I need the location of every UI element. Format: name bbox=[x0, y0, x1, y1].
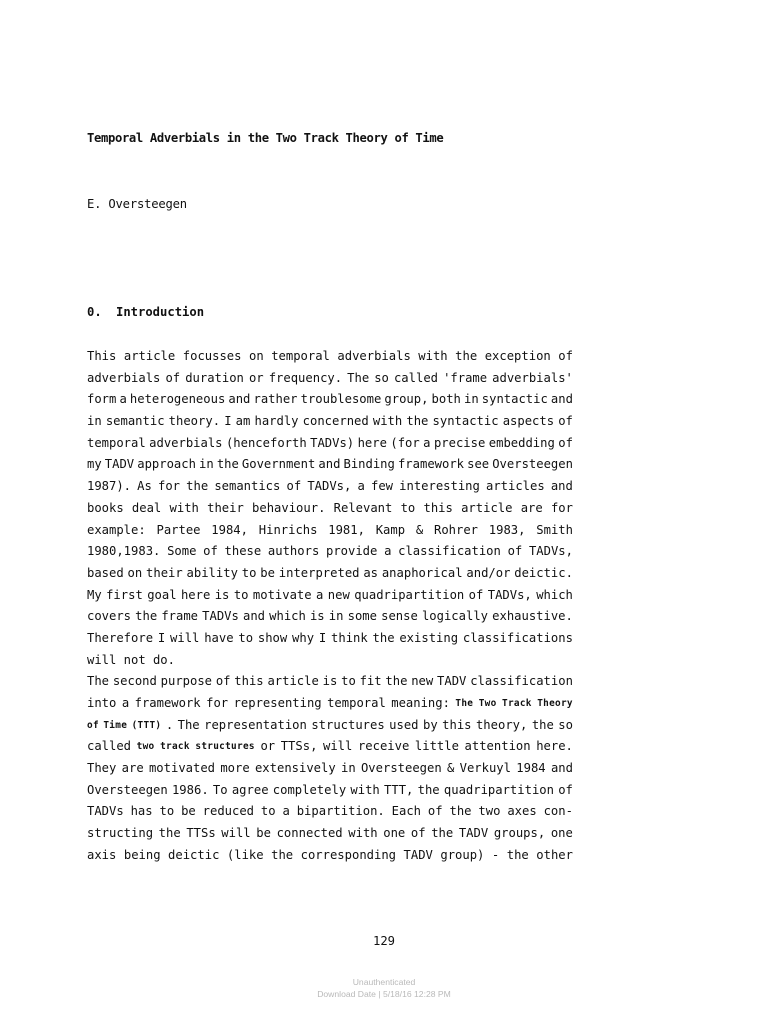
word: to bbox=[233, 587, 249, 602]
word: of bbox=[410, 826, 426, 841]
word: a bbox=[384, 544, 392, 559]
text-line bbox=[87, 389, 573, 411]
word: Oversteegen bbox=[492, 457, 573, 472]
word: second bbox=[112, 674, 157, 689]
word: one bbox=[383, 826, 406, 841]
word: with bbox=[169, 500, 199, 515]
word: TADV bbox=[403, 847, 433, 862]
word: the bbox=[271, 847, 294, 862]
emphasized-term: Two bbox=[478, 698, 497, 709]
body-paragraphs bbox=[87, 346, 573, 867]
word: 1981, bbox=[328, 522, 365, 537]
word: deictic bbox=[168, 847, 220, 862]
word: The bbox=[347, 370, 370, 385]
word: As bbox=[137, 479, 152, 494]
word: which bbox=[269, 609, 306, 624]
word: & bbox=[415, 522, 424, 537]
word: so bbox=[374, 370, 389, 385]
word: & bbox=[446, 761, 455, 776]
word: on bbox=[248, 349, 264, 363]
word: TADV bbox=[458, 826, 489, 841]
word: representation bbox=[204, 717, 307, 732]
word: a bbox=[423, 435, 431, 450]
word: embedding bbox=[488, 435, 555, 450]
word: adverbials bbox=[149, 435, 223, 450]
word: semantic bbox=[105, 414, 165, 429]
word: syntactic bbox=[481, 392, 548, 407]
word: Therefore bbox=[87, 630, 154, 645]
emphasized-term: structures bbox=[195, 741, 255, 753]
word: of bbox=[427, 804, 443, 819]
word: the bbox=[385, 674, 408, 689]
text-line bbox=[87, 498, 573, 520]
word: The bbox=[177, 717, 200, 732]
word: quadripartition bbox=[443, 782, 554, 797]
word: do. bbox=[152, 652, 175, 667]
word: to bbox=[260, 804, 276, 819]
word: 1984, bbox=[211, 522, 248, 537]
word: why bbox=[292, 630, 315, 645]
word: and bbox=[318, 457, 341, 472]
word: TADVs bbox=[87, 804, 124, 819]
word: bipartition. bbox=[296, 804, 385, 819]
text-line bbox=[87, 628, 573, 650]
word: some bbox=[347, 609, 377, 624]
word: axes bbox=[507, 804, 537, 819]
word: ability bbox=[186, 565, 238, 580]
word: the bbox=[431, 826, 454, 841]
word: of bbox=[286, 479, 302, 494]
word: My bbox=[87, 587, 102, 602]
word: syntactic bbox=[432, 414, 499, 429]
word: purpose bbox=[160, 674, 213, 689]
word: little bbox=[414, 739, 459, 754]
text-line bbox=[87, 368, 573, 390]
word: Oversteegen bbox=[360, 761, 442, 776]
word: rather bbox=[253, 392, 298, 407]
text-line bbox=[87, 476, 573, 498]
word: my bbox=[87, 457, 102, 472]
word: form bbox=[87, 392, 117, 407]
word: a bbox=[316, 587, 324, 602]
word: a bbox=[282, 804, 290, 819]
word: in bbox=[199, 457, 214, 472]
word: precise bbox=[433, 435, 486, 450]
word: to bbox=[241, 565, 257, 580]
word: . bbox=[165, 717, 174, 732]
word: exhaustive. bbox=[492, 609, 573, 624]
word: are bbox=[520, 500, 543, 515]
word: of bbox=[165, 370, 181, 385]
text-line bbox=[87, 693, 573, 715]
word: am bbox=[235, 414, 251, 429]
word: of bbox=[558, 782, 573, 797]
emphasized-term: two bbox=[136, 741, 155, 753]
word: called bbox=[393, 370, 438, 385]
word: Smith bbox=[536, 522, 573, 537]
word: is bbox=[214, 587, 230, 602]
word: or bbox=[260, 739, 276, 754]
download-footer bbox=[0, 976, 768, 1000]
emphasized-term: track bbox=[160, 741, 190, 753]
text-line bbox=[87, 585, 573, 607]
word: Oversteegen bbox=[87, 782, 168, 797]
word: attention bbox=[464, 739, 531, 754]
word: TTSs bbox=[186, 826, 216, 841]
text-line bbox=[87, 563, 573, 585]
word: and bbox=[550, 761, 573, 776]
emphasized-term: Theory bbox=[537, 698, 573, 709]
word: of bbox=[507, 544, 523, 559]
word: TTT, bbox=[384, 782, 414, 797]
word: heterogeneous bbox=[129, 392, 226, 407]
word: They bbox=[87, 761, 117, 776]
word: so bbox=[558, 717, 573, 732]
word: deal bbox=[131, 500, 162, 515]
word: first bbox=[106, 587, 143, 602]
word: in bbox=[464, 392, 479, 407]
word: axis bbox=[87, 847, 117, 862]
word: extensively bbox=[254, 761, 336, 776]
word: groups, bbox=[493, 826, 546, 841]
word: structing bbox=[87, 826, 154, 841]
word: classification bbox=[470, 674, 573, 689]
text-line bbox=[87, 780, 573, 802]
word: reduced bbox=[202, 804, 255, 819]
word: TADVs, bbox=[487, 587, 532, 602]
word: these bbox=[224, 544, 262, 559]
text-line bbox=[87, 606, 573, 628]
word: TADVs) bbox=[310, 435, 355, 450]
word: the bbox=[449, 804, 472, 819]
word: as bbox=[363, 565, 379, 580]
word: other bbox=[536, 847, 573, 862]
emphasized-term: (TTT) bbox=[131, 719, 162, 731]
word: here. bbox=[536, 739, 573, 754]
word: of bbox=[203, 544, 218, 559]
author-name: E. Oversteegen bbox=[87, 197, 187, 211]
word: will bbox=[170, 630, 200, 645]
word: - bbox=[491, 847, 500, 862]
word: their bbox=[146, 565, 183, 580]
word: and bbox=[242, 609, 265, 624]
word: books bbox=[87, 500, 124, 515]
word: their bbox=[207, 500, 244, 515]
word: fit bbox=[359, 674, 382, 689]
word: TADV bbox=[437, 674, 467, 689]
text-line bbox=[87, 823, 573, 845]
word: show bbox=[257, 630, 288, 645]
word: Verkuyl bbox=[459, 761, 511, 776]
word: Relevant bbox=[333, 500, 393, 515]
word: not bbox=[123, 652, 146, 667]
word: adverbials' bbox=[492, 370, 573, 385]
word: framework bbox=[397, 457, 465, 472]
word: be bbox=[181, 804, 196, 819]
word: more bbox=[220, 761, 250, 776]
word: with bbox=[348, 826, 378, 841]
word: classification bbox=[398, 544, 501, 559]
word: Rohrer bbox=[433, 522, 479, 537]
word: be bbox=[256, 826, 271, 841]
word: Kamp bbox=[375, 522, 406, 537]
word: article bbox=[267, 674, 319, 689]
word: new bbox=[411, 674, 434, 689]
word: for bbox=[158, 479, 181, 494]
word: temporal bbox=[271, 349, 330, 363]
word: motivate bbox=[252, 587, 312, 602]
word: this bbox=[442, 717, 472, 732]
word: Each bbox=[391, 804, 422, 819]
word: in bbox=[328, 609, 344, 624]
word: articles bbox=[486, 479, 545, 494]
word: of bbox=[558, 414, 573, 429]
text-line bbox=[87, 411, 573, 433]
word: adverbials bbox=[87, 370, 161, 385]
word: called bbox=[87, 739, 132, 754]
word: example: bbox=[87, 522, 146, 537]
word: group, bbox=[384, 392, 429, 407]
word: hardly bbox=[254, 414, 299, 429]
word: logically bbox=[421, 609, 488, 624]
word: the bbox=[186, 479, 209, 494]
word: and bbox=[550, 392, 573, 407]
word: exception bbox=[484, 349, 551, 363]
word: TADVs bbox=[202, 609, 239, 624]
word: structures bbox=[311, 717, 385, 732]
word: existing bbox=[399, 630, 459, 645]
footer-download-date: Download Date | 5/18/16 12:28 PM bbox=[317, 989, 451, 999]
text-line bbox=[87, 346, 573, 368]
text-line bbox=[87, 520, 573, 542]
word: being bbox=[123, 847, 161, 862]
word: goal bbox=[147, 587, 177, 602]
word: I bbox=[157, 630, 166, 645]
word: article bbox=[461, 500, 513, 515]
word: one bbox=[550, 826, 573, 841]
section-heading bbox=[87, 305, 204, 319]
word: to bbox=[400, 500, 416, 515]
word: here bbox=[357, 435, 387, 450]
word: interpreted bbox=[278, 565, 360, 580]
word: sense bbox=[381, 609, 418, 624]
word: the bbox=[455, 349, 478, 363]
word: on bbox=[127, 565, 143, 580]
word: quadripartition bbox=[354, 587, 465, 602]
word: temporal bbox=[87, 435, 146, 450]
word: of bbox=[558, 435, 573, 450]
word: will bbox=[221, 826, 251, 841]
word: in bbox=[87, 414, 102, 429]
word: semantics bbox=[214, 479, 281, 494]
word: in bbox=[340, 761, 356, 776]
word: be bbox=[260, 565, 275, 580]
word: with bbox=[372, 414, 403, 429]
word: new bbox=[327, 587, 350, 602]
word: for bbox=[206, 696, 229, 710]
word: are bbox=[121, 761, 144, 776]
word: duration bbox=[185, 370, 244, 385]
word: the bbox=[158, 826, 181, 841]
word: both bbox=[431, 392, 461, 407]
text-line bbox=[87, 715, 573, 737]
word: representing bbox=[233, 696, 322, 710]
word: motivated bbox=[148, 761, 216, 776]
word: Partee bbox=[156, 522, 201, 537]
word: frame bbox=[161, 609, 199, 624]
word: Government bbox=[241, 457, 316, 472]
word: focusses bbox=[182, 349, 242, 363]
word: TADV bbox=[104, 457, 135, 472]
page-number: 129 bbox=[372, 934, 395, 948]
word: theory. bbox=[168, 414, 221, 429]
word: temporal bbox=[327, 696, 386, 710]
text-line bbox=[87, 736, 573, 758]
word: a bbox=[357, 479, 365, 494]
word: of bbox=[468, 587, 484, 602]
word: group) bbox=[440, 847, 485, 862]
section-title: Introduction bbox=[116, 305, 205, 319]
word: used bbox=[389, 717, 419, 732]
emphasized-term: Time bbox=[103, 719, 128, 731]
word: frequency. bbox=[268, 370, 343, 385]
word: think bbox=[331, 630, 368, 645]
word: into bbox=[87, 696, 117, 710]
word: authors bbox=[267, 544, 320, 559]
emphasized-term: The bbox=[455, 698, 474, 709]
word: provide bbox=[326, 544, 378, 559]
word: 'frame bbox=[443, 370, 488, 385]
word: corresponding bbox=[300, 847, 397, 862]
word: is bbox=[309, 609, 325, 624]
word: this bbox=[234, 674, 264, 689]
word: based bbox=[87, 565, 124, 580]
word: behaviour. bbox=[252, 500, 326, 515]
emphasized-term: Track bbox=[502, 698, 532, 709]
word: have bbox=[204, 630, 234, 645]
text-line bbox=[87, 433, 573, 455]
word: the bbox=[216, 457, 239, 472]
text-line bbox=[87, 454, 573, 476]
word: agree bbox=[231, 782, 269, 797]
word: the bbox=[135, 609, 158, 624]
word: to bbox=[159, 804, 175, 819]
word: and bbox=[228, 392, 251, 407]
word: approach bbox=[137, 457, 196, 472]
footer-status: Unauthenticated bbox=[352, 977, 416, 987]
word: To bbox=[212, 782, 228, 797]
word: the bbox=[531, 717, 554, 732]
word: classifications bbox=[462, 630, 573, 645]
word: see bbox=[467, 457, 490, 472]
word: theory, bbox=[475, 717, 528, 732]
text-line bbox=[87, 758, 573, 780]
article-title: Temporal Adverbials in the Two Track Theory of Time bbox=[87, 131, 444, 145]
word: or bbox=[248, 370, 264, 385]
word: (for bbox=[390, 435, 420, 450]
word: the bbox=[372, 630, 395, 645]
word: a bbox=[121, 696, 130, 710]
word: two bbox=[478, 804, 501, 819]
word: connected bbox=[276, 826, 343, 841]
word: I bbox=[224, 414, 232, 429]
word: will bbox=[87, 652, 117, 667]
word: Binding bbox=[343, 457, 395, 472]
word: here bbox=[180, 587, 211, 602]
word: troublesome bbox=[300, 392, 382, 407]
word: The bbox=[87, 674, 110, 689]
word: of bbox=[215, 674, 231, 689]
word: covers bbox=[87, 609, 132, 624]
text-line bbox=[87, 650, 573, 672]
word: meaning: bbox=[391, 696, 450, 710]
word: 1980,1983. bbox=[87, 544, 161, 559]
word: TADVs, bbox=[528, 544, 573, 559]
word: (henceforth bbox=[225, 435, 307, 450]
word: with bbox=[350, 782, 380, 797]
word: with bbox=[418, 349, 448, 363]
word: and bbox=[550, 479, 573, 494]
word: This bbox=[87, 349, 117, 363]
word: framework bbox=[134, 696, 201, 710]
word: I bbox=[318, 630, 327, 645]
word: to bbox=[341, 674, 356, 689]
word: is bbox=[322, 674, 338, 689]
word: adverbials bbox=[337, 349, 411, 363]
word: which bbox=[536, 587, 573, 602]
word: 1983, bbox=[488, 522, 526, 537]
word: aspects bbox=[502, 414, 555, 429]
text-line bbox=[87, 801, 573, 823]
word: 1987). bbox=[87, 479, 132, 494]
word: the bbox=[406, 414, 429, 429]
word: article bbox=[123, 349, 176, 363]
word: 1986. bbox=[171, 782, 209, 797]
word: this bbox=[423, 500, 453, 515]
word: completely bbox=[272, 782, 347, 797]
word: the bbox=[417, 782, 440, 797]
word: anaphorical bbox=[381, 565, 463, 580]
text-line bbox=[87, 541, 573, 563]
emphasized-term: of bbox=[87, 719, 99, 731]
text-line bbox=[87, 845, 573, 867]
word: and/or bbox=[466, 565, 511, 580]
word: the bbox=[506, 847, 529, 862]
word: (like bbox=[226, 847, 264, 862]
word: concerned bbox=[302, 414, 369, 429]
text-line bbox=[87, 671, 573, 693]
word: has bbox=[130, 804, 153, 819]
section-number: 0. bbox=[87, 305, 102, 319]
word: deictic. bbox=[514, 565, 573, 580]
word: by bbox=[422, 717, 438, 732]
word: TTSs, bbox=[280, 739, 318, 754]
word: con- bbox=[543, 804, 573, 819]
word: receive bbox=[357, 739, 410, 754]
word: to bbox=[238, 630, 254, 645]
word: will bbox=[323, 739, 353, 754]
word: a bbox=[119, 392, 127, 407]
word: TADVs, bbox=[307, 479, 352, 494]
word: 1984 bbox=[516, 761, 546, 776]
word: for bbox=[550, 500, 573, 515]
word: of bbox=[558, 349, 573, 363]
word: Hinrichs bbox=[258, 522, 318, 537]
word: Some bbox=[167, 544, 197, 559]
word: interesting bbox=[399, 479, 480, 494]
word: few bbox=[370, 479, 393, 494]
